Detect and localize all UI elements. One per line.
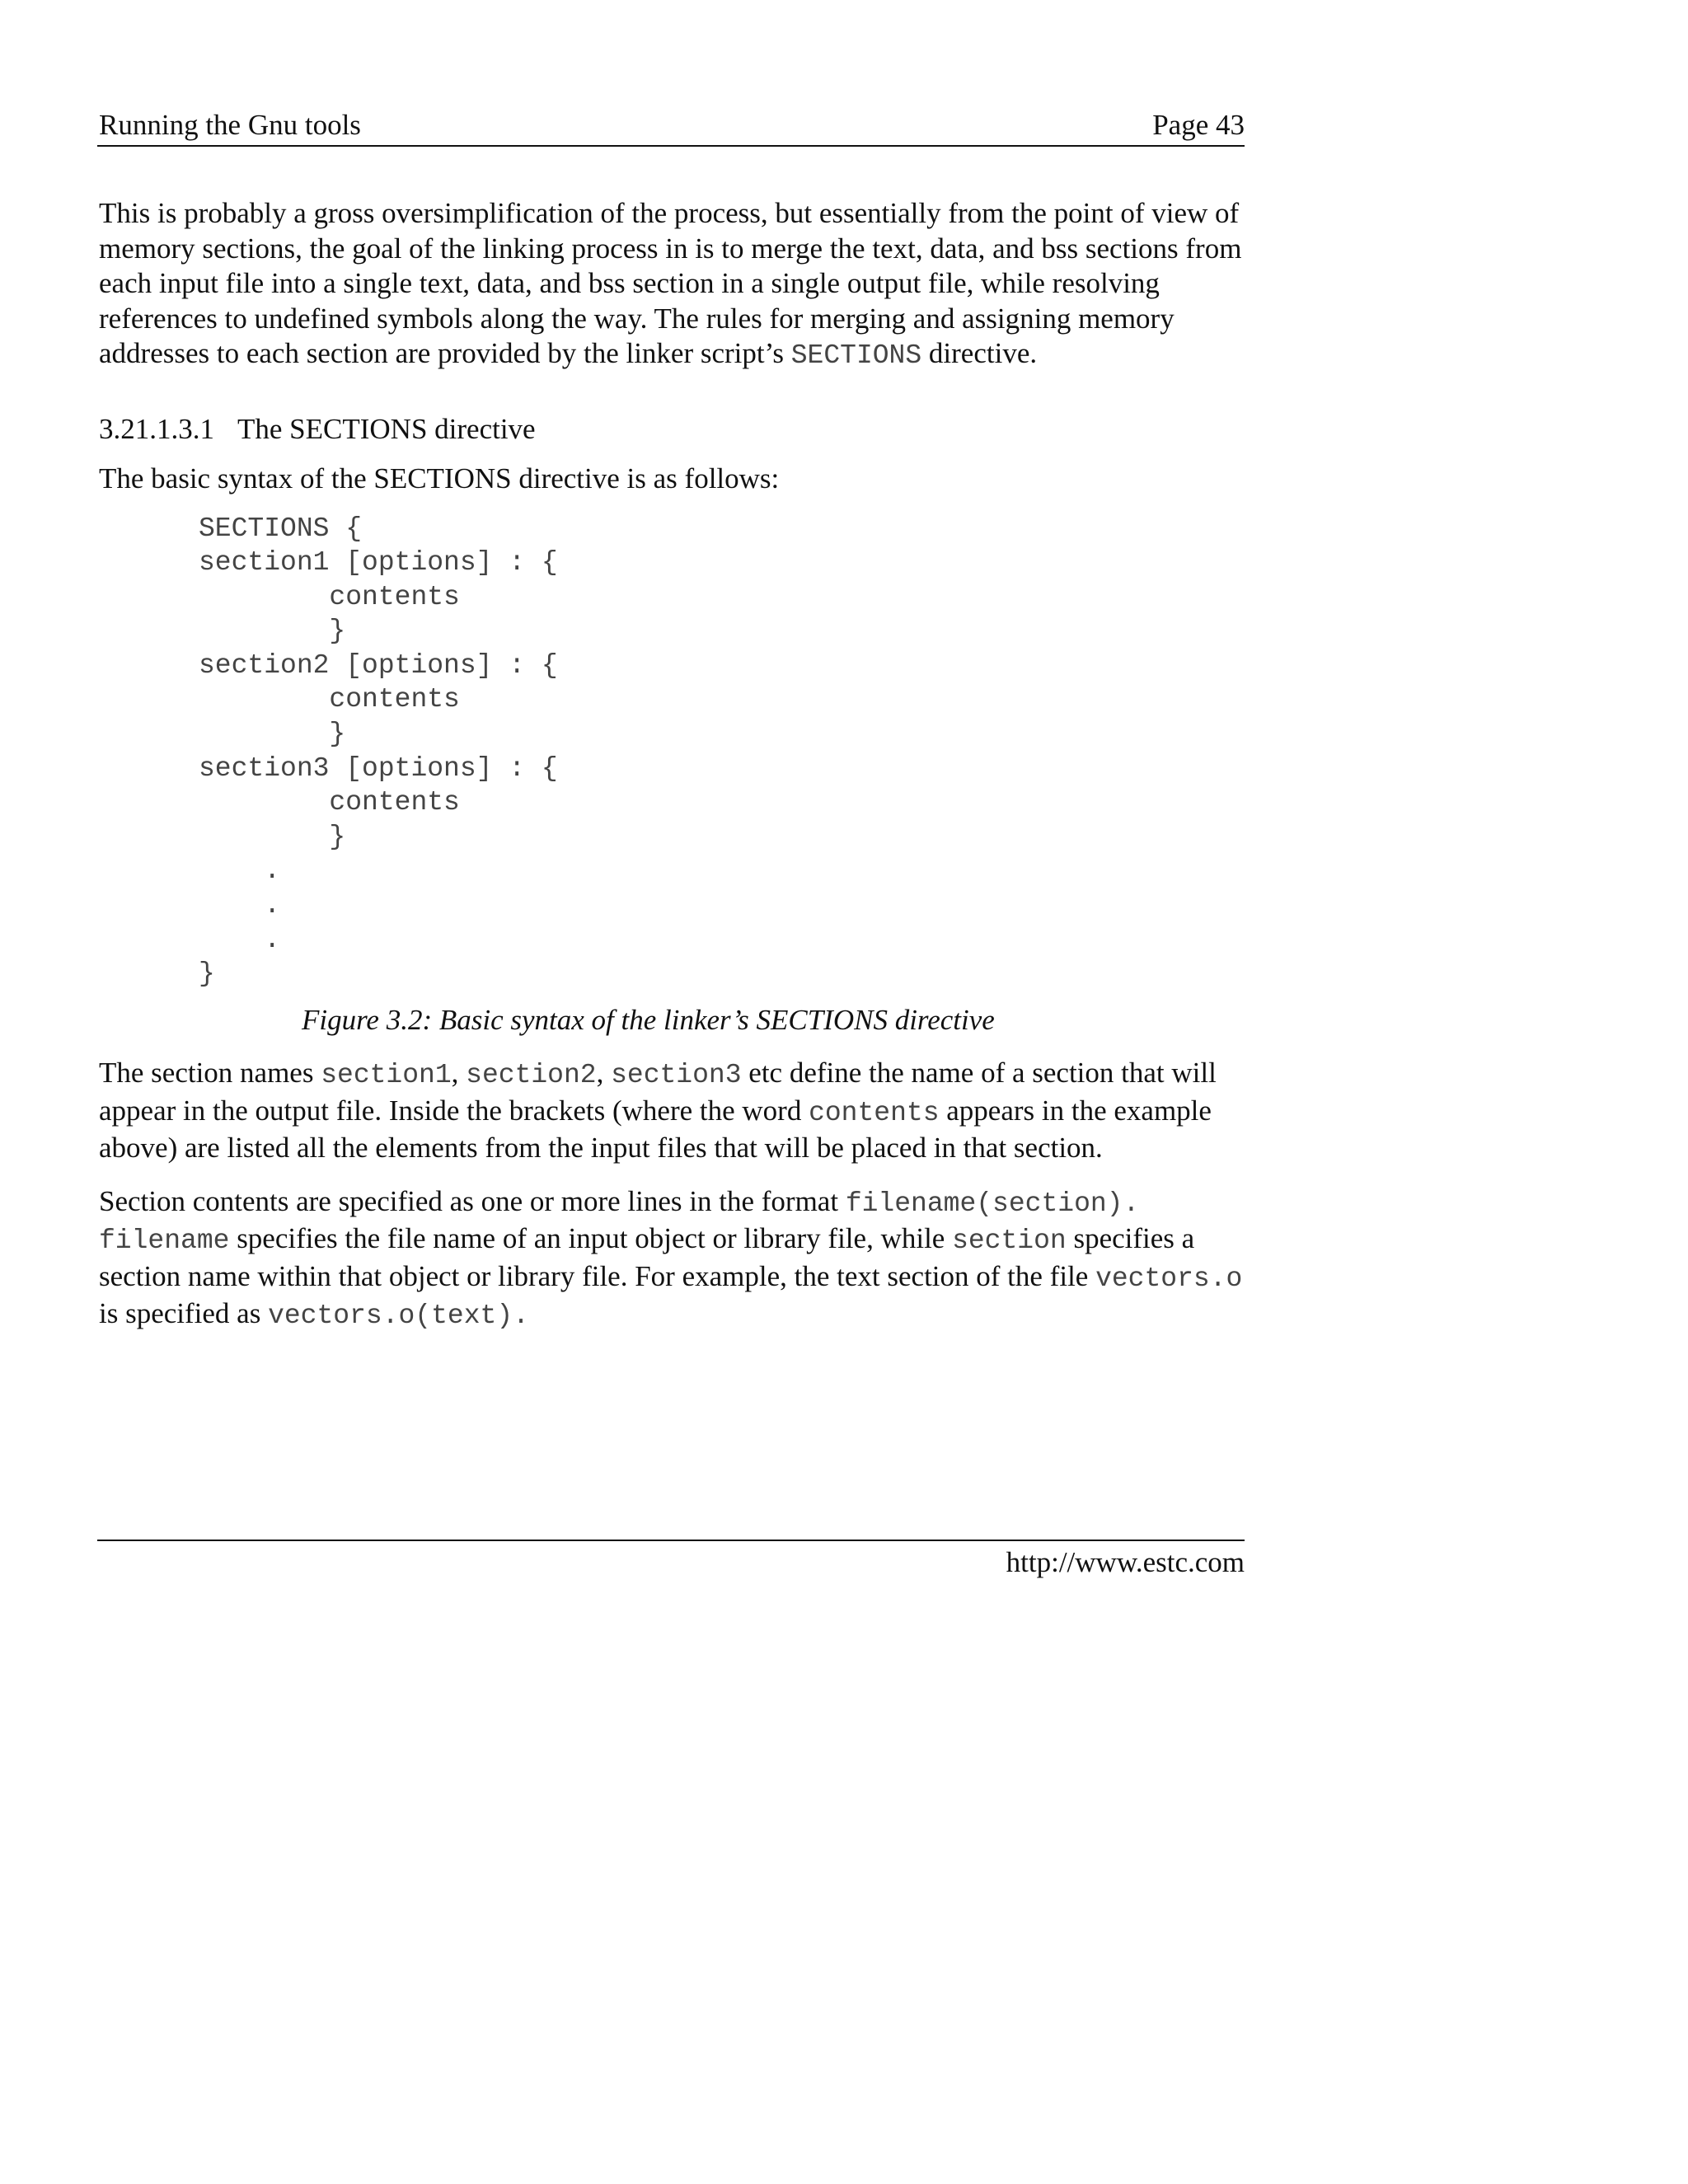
page-body bbox=[99, 196, 1246, 1334]
code-line: section1 [options] : { bbox=[199, 547, 558, 579]
code-line: contents bbox=[199, 787, 460, 818]
inline-code-vectors-o: vectors.o bbox=[1095, 1263, 1243, 1294]
syntax-intro: The basic syntax of the SECTIONS directive is as follows: bbox=[99, 462, 780, 494]
page-number: Page 43 bbox=[1152, 109, 1245, 141]
figure-caption: Figure 3.2: Basic syntax of the linker’s SECTIONS directive bbox=[302, 1003, 995, 1036]
code-line: } bbox=[199, 958, 215, 990]
code-line: . bbox=[199, 855, 281, 887]
section-names-paragraph bbox=[99, 1056, 1246, 1166]
text-run: specifies the file name of an input object or library file, while bbox=[229, 1222, 953, 1255]
footer-rule bbox=[97, 1540, 1245, 1541]
text-run: , bbox=[596, 1057, 612, 1090]
code-line: section3 [options] : { bbox=[199, 752, 558, 784]
code-block bbox=[99, 512, 1246, 991]
footer-url: http://www.estc.com bbox=[1006, 1546, 1245, 1578]
code-line: . bbox=[199, 924, 281, 955]
code-line: contents bbox=[199, 581, 460, 612]
intro-paragraph bbox=[99, 196, 1246, 374]
text-run: etc define the name of a section that will appear in the output file. Inside the brackets (where the word bbox=[99, 1057, 1217, 1127]
text-run: Section contents are specified as one or more lines in the format bbox=[99, 1184, 846, 1217]
inline-code-section: section bbox=[952, 1226, 1067, 1257]
text-run: appears in the example above) are listed all the elements from the input files that will be placed in that section. bbox=[99, 1094, 1212, 1165]
section-heading bbox=[99, 412, 1246, 448]
inline-code-section2: section2 bbox=[466, 1060, 597, 1091]
inline-code-filename: filename bbox=[99, 1226, 230, 1257]
code-line: } bbox=[199, 616, 346, 647]
section-title: The SECTIONS directive bbox=[237, 412, 536, 445]
intro-paragraph-text: This is probably a gross oversimplification of the process, but essentially from the point of view of memory sections, the goal of the linking process in is to merge the text, data, and bss sections from each input file into a single text, data, and bss section in a single output file, while resolving references to undefined symbols along the way. The rules for merging and assigning memory addresses to each section are provided by the linker script’s bbox=[99, 197, 1242, 369]
running-title: Running the Gnu tools bbox=[99, 109, 361, 141]
inline-code-vectors-o-text: vectors.o(text). bbox=[268, 1301, 529, 1332]
code-line: contents bbox=[199, 684, 460, 715]
inline-code-section3: section3 bbox=[611, 1060, 742, 1091]
document-page bbox=[97, 0, 1251, 2184]
code-line: SECTIONS { bbox=[199, 513, 363, 544]
text-run: is specified as bbox=[99, 1297, 269, 1330]
inline-code-contents: contents bbox=[809, 1097, 940, 1128]
code-line: . bbox=[199, 890, 281, 921]
inline-code-filename-section: filename(section). bbox=[845, 1188, 1140, 1219]
section-contents-paragraph bbox=[99, 1184, 1246, 1334]
inline-code-sections: SECTIONS bbox=[790, 340, 922, 371]
text-run: specifies a section name within that object or library file. For example, the text section of the file bbox=[99, 1222, 1195, 1292]
text-run: The section names bbox=[99, 1057, 321, 1090]
code-line: section2 [options] : { bbox=[199, 649, 558, 681]
text-run: , bbox=[451, 1057, 467, 1090]
code-line: } bbox=[199, 821, 346, 852]
section-number: 3.21.1.3.1 bbox=[99, 412, 214, 445]
inline-code-section1: section1 bbox=[321, 1060, 452, 1091]
intro-paragraph-tail: directive. bbox=[921, 337, 1038, 369]
page-header bbox=[97, 105, 1245, 147]
code-line: } bbox=[199, 719, 346, 750]
